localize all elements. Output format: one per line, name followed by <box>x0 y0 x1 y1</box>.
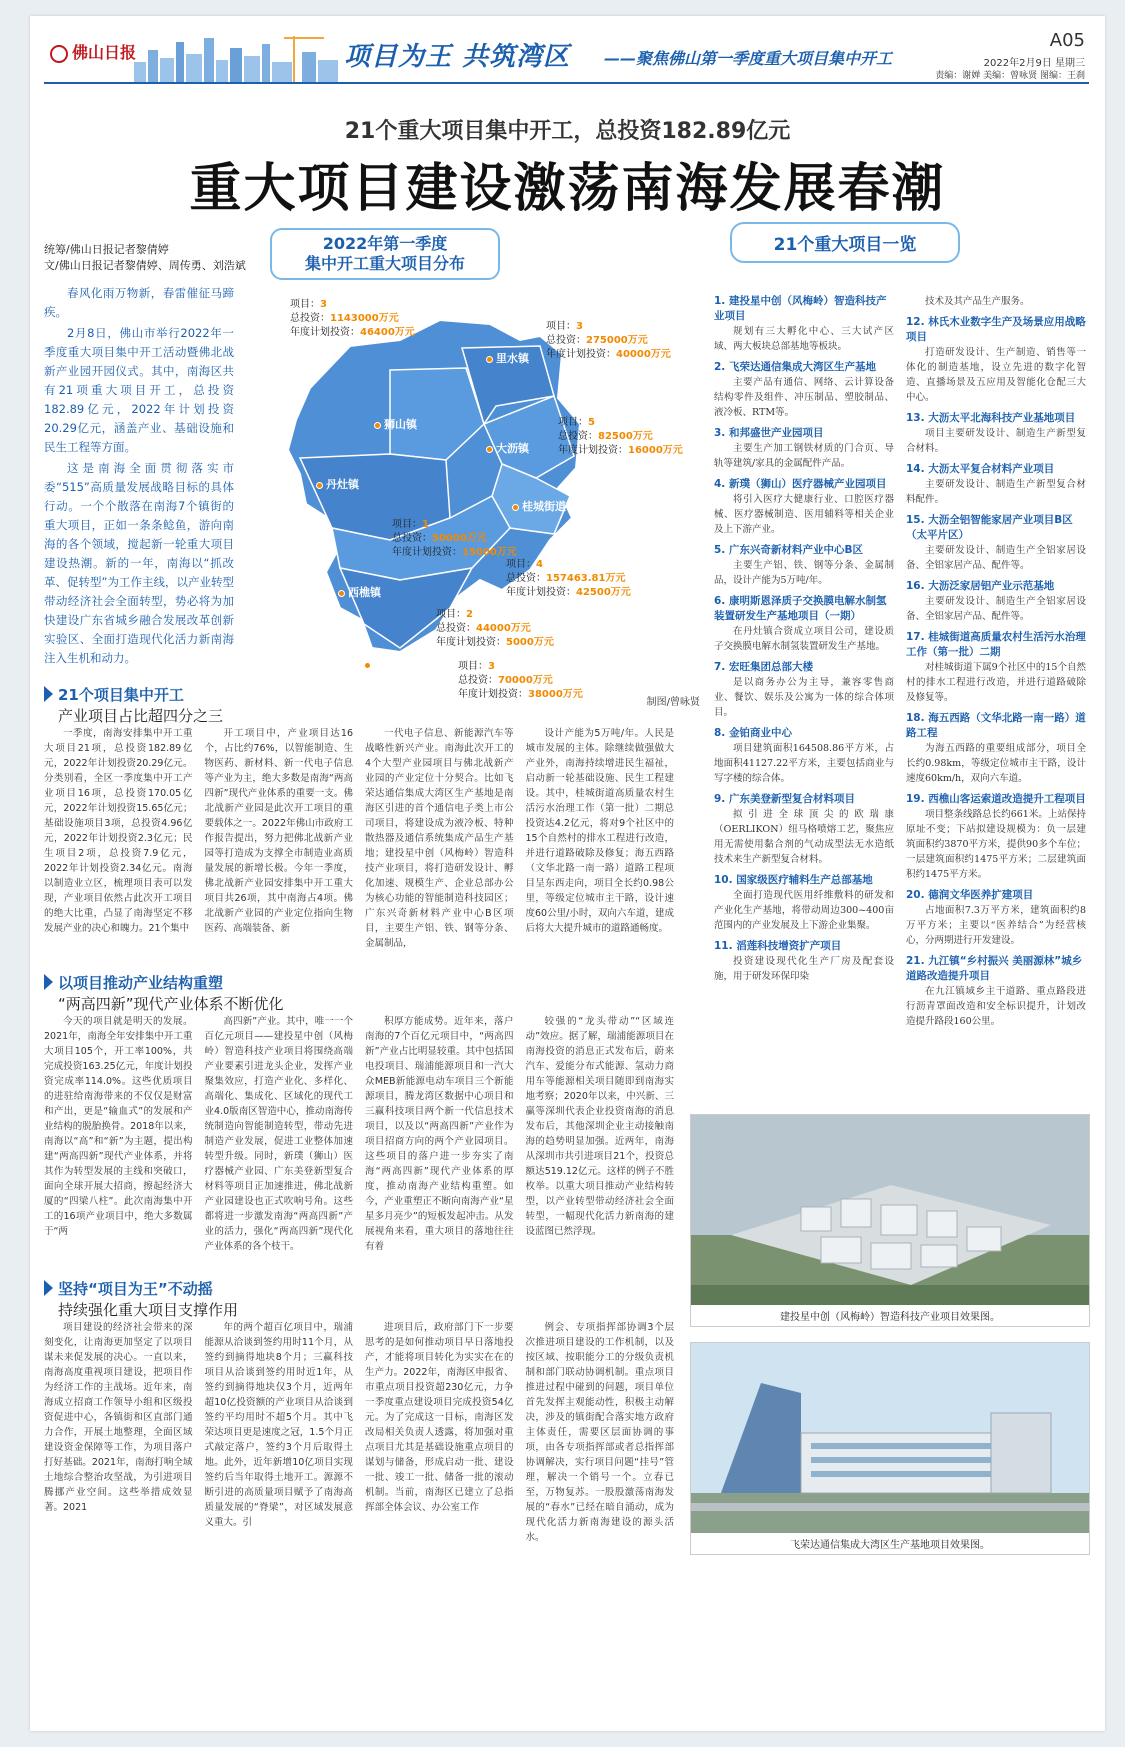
project-list-item <box>906 411 1086 456</box>
project-description: 打造研发设计、生产制造、销售等一体化的制造基地，设立先进的数字化智造、直播场景及五应用及智能化仓配三大中心。 <box>906 347 1086 403</box>
project-name: 17. 桂城街道高质量农村生活污水治理工作（第一批）二期 <box>906 631 1086 658</box>
project-description: 将引入医疗大健康行业、口腔医疗器械、医疗器械制造、医用辅料等相关企业及上下游产业。 <box>714 494 894 535</box>
project-description: 规划有三大孵化中心、三大试产区域、两大板块总部基地等板块。 <box>714 326 894 352</box>
location-pin-icon <box>364 662 371 669</box>
project-list-item <box>714 660 894 720</box>
skyline-graphic <box>134 32 344 82</box>
project-description: 全面打造现代医用纤维敷料的研发和产业化生产基地，将带动周边300~400亩范围内的产业发展及上下游企业集聚。 <box>714 890 894 931</box>
photo-caption-1: 建投星中创（风梅岭）智造科技产业项目效果图。 <box>780 1312 1000 1323</box>
project-list-item <box>714 726 894 786</box>
section-1-body: 一季度，南海安排集中开工重大项目21项，总投资182.89亿元，2022年计划投资20.29亿元。分类别看，全区一季度集中开工产业项目16项，总投资170.05亿元，2022年计划投资15.65亿元；基础设施项目3项，总投资4.96亿元，2022年计划投资2.3亿元；民生项目2项，总投资7.9亿元，2022年计划投资2.34亿元。南海以制造业立区，梳理项目表可以发现，产业项目依然占此次开工项目的绝大比重，凸显了南海坚定不移发展产业的决心和魄力。21个集中 开工项目中，产业项目达16个，占比约76%，以智能制造、生物医药、新材料、新一代电子信息等产业为主，绝大多数是南海“两高四新”现代产业体系的重要一支。佛北战新产业园是此次开工项目的重要载体之一。2022年佛山市政府工作报告提出，努力把佛北战新产业园等打造成为支撑全市制造业高质量发展的新增长极。今年一季度，佛北战新产业园安排集中开工重大项目共26项，其中南海占4项。佛北战新产业园的产业定位指向生物医药、高端装备、新 一代电子信息、新能源汽车等战略性新兴产业。南海此次开工的4个大型产业园项目与佛北战新产业园的产业定位十分契合。比如飞荣达通信集成大湾区生产基地是南海区引进的首个通信电子类上市公司项目，将建设成为液冷板、特种散热器及通信系统集成产品生产基地；建投星中创（风梅岭）智造科技产业项目，将打造研发设计、孵化加速、规模生产、企业总部办公为核心功能的智能制造科技园区；广东兴奇新材料产业中心B区项目，主要生产铝、铁、钢等分条、金属制品， 设计产能为5万吨/年。人民是城市发展的主体。除继续做强做大产业外，南海持续增进民生福祉，启动新一轮基础设施、民生工程建设。其中，桂城街道高质量农村生活污水治理工作（第一批）二期总投资达4.2亿元，将对9个社区中的15个自然村的排水工程进行改造，并进行道路破除及修复；海五西路（文华北路一南一路）道路工程项目呈东西走向，项目全长约0.98公里，等级定位城市主干路，设计速度60公里/小时，双向六车道，建成后将大大提升城市的道路通畅度。 <box>44 728 674 949</box>
project-name: 2. 飞荣达通信集成大湾区生产基地 <box>714 361 876 373</box>
distribution-map <box>240 228 700 708</box>
newspaper-page <box>30 16 1105 1731</box>
project-list-item <box>714 426 894 471</box>
project-list-item <box>714 543 894 588</box>
project-list-item <box>906 462 1086 507</box>
project-list-item <box>714 594 894 654</box>
town-guicheng: 桂城街道 <box>512 498 566 514</box>
location-pin-icon <box>316 482 323 489</box>
issue-date: 2022年2月9日 星期三 <box>983 58 1085 69</box>
band-subtitle: ——聚焦佛山第一季度重大项目集中开工 <box>604 49 893 68</box>
callout-jiujiang: 项目：3 总投资：70000万元 年度计划投资：38000万元 <box>458 661 583 700</box>
project-name: 11. 滔莲科技增资扩产项目 <box>714 940 842 952</box>
location-pin-icon <box>512 504 519 511</box>
project-name: 14. 大沥太平复合材料产业项目 <box>906 463 1055 475</box>
project-name: 4. 新璞（狮山）医疗器械产业园项目 <box>714 478 887 490</box>
section-3-body: 项目建设的经济社会带来的深刻变化，让南海更加坚定了以项目谋未来促发展的决心。一直以来，南海高度重视项目建设，把项目作为经济工作的主战场。近年来，南海成立招商工作领导小组和区级投资促进中心，各镇街和区直部门通力合作，开展土地整理，全面区域建设资金保障等工作，为项目落户打好基础。2021年，南海打响全域土地综合整治攻坚战，为引进项目腾挪产业空间。这些举措成效显著。2021 年的两个超百亿项目中，瑞浦能源从洽谈到签约用时11个月，从签约到摘得地块8个月；三赢科技项目从洽谈到签约用时近1年，从签约到摘得地块仅3个月，近两年超10亿投资额的产业项目从洽谈到签约平均用时不超5个月。其中飞荣达项目更是速度之冠，1.5个月正式敲定落户，签约3个月后取得土地。此外，近年新增10亿项目实现签约后当年取得土地开工。源源不断引进的高质量项目赋予了南海高质量发展的“脊梁”，对区域发展意义重大。引 进项目后，政府部门下一步要思考的是如何推动项目早日落地投产，才能将项目转化为实实在在的生产力。2022年，南海区申报省、市重点项目投资超230亿元，力争一季度重点建设项目完成投资54亿元。为了完成这一目标，南海区发改局相关负责人透露，将加强对重点项目尤其是基础设施重点项目的谋划与储备，形成启动一批、建设一批、竣工一批、储备一批的滚动机制。当前，南海区已建立了总指挥部全体会议、办公室工作 例会、专项指挥部协调3个层次推进项目建设的工作机制，以及按区域、按职能分工的分级负责机制和部门联动协调机制。重点项目推进过程中碰到的问题，项目单位首先发挥主观能动性，积极主动解决，涉及的镇街配合落实地方政府主体责任，需要区层面协调的事项，由各专项指挥部或者总指挥部协调解决，实行项目问题“挂号”管理，解决一个销号一个。立春已至，万物复苏。一股股激荡南海发展的“春水”已经在暗自涌动，成为现代化活力新南海建设的源头活水。 <box>44 1322 674 1543</box>
band-title: 项目为王 共筑湾区 <box>344 42 571 72</box>
project-name: 16. 大沥泛家居铝产业示范基地 <box>906 580 1055 592</box>
project-name: 3. 和邦盛世产业园项目 <box>714 427 824 439</box>
project-name: 15. 大沥全铝智能家居产业项目B区（太平片区） <box>906 514 1073 541</box>
project-list-item <box>714 939 894 984</box>
lead-column: 春风化雨万物新，春雷催征马蹄疾。 2月8日，佛山市举行2022年一季度重大项目集中开工活动暨佛北战新产业园开园仪式。其中，南海区共有21项重大项目开工，总投资182.89亿元，2022年计划投资20.29亿元，涵盖产业、基础设施和民生工程等方面。 这是南海全面贯彻落实市委“515”高质量发展战略目标的具体行动。一个个散落在南海7个镇街的重大项目，正如一条条鲶鱼，游向南海的各个领域，搅起新一轮重大项目建设热潮。新的一年，南海以“抓改革、促转型”为工作主线，以产业转型带动经济社会全面转型，势必将为加快建设广东省城乡融合发展改革创新实验区、全面打造现代化活力新南海注入生机和动力。 <box>44 286 234 665</box>
project-description: 主要研发设计、制造生产新型复合材料配件。 <box>906 479 1086 505</box>
location-pin-icon <box>338 590 345 597</box>
project-list-column-2 <box>906 294 1086 1035</box>
project-list-column-1 <box>714 294 894 990</box>
project-list-item <box>906 630 1086 705</box>
project-description: 项目建筑面积164508.86平方米，占地面积41127.22平方米，主要包括商业与写字楼的综合体。 <box>714 743 894 784</box>
project-description: 主要生产铝、铁、钢等分条、金属制品，设计产能为5万吨/年。 <box>714 560 894 586</box>
town-xiqiao: 西樵镇 <box>338 584 381 600</box>
project-list-item <box>714 792 894 867</box>
project-description: 项目主要研发设计、制造生产新型复合材料。 <box>906 428 1086 454</box>
map-title: 2022年第一季度 集中开工重大项目分布 <box>270 228 500 280</box>
project-list-item <box>714 873 894 933</box>
project-name: 6. 康明斯恩泽质子交换膜电解水制氢装置研发生产基地项目（一期） <box>714 595 887 622</box>
section-1-heading: 21个项目集中开工 产业项目占比超四分之三 <box>44 684 664 726</box>
project-description: 是以商务办公为主导，兼容零售商业、餐饮、娱乐及公寓为一体的综合体项目。 <box>714 677 894 718</box>
location-pin-icon <box>374 422 381 429</box>
project-list-item <box>906 711 1086 786</box>
project-name: 12. 林氏木业数字生产及场景应用战略项目 <box>906 316 1086 343</box>
callout-danzao: 项目：1 总投资：50000万元 年度计划投资：15000万元 <box>392 519 517 558</box>
map-credit: 制图/曾咏贤 <box>646 697 700 708</box>
project-description: 在丹灶镇合资成立项目公司，建设质子交换膜电解水制氢装置研发生产基地。 <box>714 626 894 652</box>
project-list-item <box>906 294 1086 309</box>
photo-caption-2: 飞荣达通信集成大湾区生产基地项目效果图。 <box>790 1540 990 1551</box>
project-description: 在九江镇域乡主干道路、重点路段进行沥青罩面改造和安全标识提升，计划改造提升路段160公里。 <box>906 986 1086 1027</box>
project-name: 9. 广东美登新型复合材料项目 <box>714 793 855 805</box>
campus-rendering-image <box>691 1115 1089 1305</box>
callout-lishui: 项目：3 总投资：275000万元 年度计划投资：40000万元 <box>546 321 671 360</box>
project-name: 21. 九江镇“乡村振兴 美丽源林”城乡道路改造提升项目 <box>906 955 1083 982</box>
project-list-item <box>714 294 894 354</box>
town-danzao: 丹灶镇 <box>316 476 359 492</box>
project-name: 13. 大沥太平北海科技产业基地项目 <box>906 412 1076 424</box>
subheadline: 21个重大项目集中开工，总投资182.89亿元 <box>344 119 791 144</box>
callout-dali: 项目：5 总投资：82500万元 年度计划投资：16000万元 <box>558 417 683 456</box>
project-description: 为海五西路的重要组成部分，项目全长约0.98km，等级定位城市主干路，设计速度60km/h，双向六车道。 <box>906 743 1086 784</box>
project-list-item <box>906 792 1086 882</box>
town-jiujiang: 九江镇 <box>364 656 407 672</box>
byline: 统筹/佛山日报记者黎倩婷 文/佛山日报记者黎倩婷、周传勇、刘浩斌 <box>44 243 246 272</box>
town-lishui: 里水镇 <box>486 350 529 366</box>
project-list-item <box>906 315 1086 405</box>
project-description: 拟引进全球顶尖的欧瑞康（OERLIKON）纽马格喷熔工艺，聚焦应用无需使用黏合剂的气动成型法无水造纸技术来生产新型复合材料。 <box>714 809 894 865</box>
town-shishan: 狮山镇 <box>374 416 417 432</box>
headline: 重大项目建设激荡南海发展春潮 <box>189 159 946 219</box>
factory-rendering-image <box>691 1343 1089 1533</box>
page-number: A05 <box>1049 30 1085 51</box>
project-description: 技术及其产品生产服务。 <box>925 296 1030 307</box>
project-list-item <box>906 954 1086 1029</box>
project-name: 1. 建投星中创（风梅岭）智造科技产业项目 <box>714 295 887 322</box>
project-name: 18. 海五西路（文华北路一南一路）道路工程 <box>906 712 1086 739</box>
location-pin-icon <box>486 446 493 453</box>
project-list-item <box>714 477 894 537</box>
project-description: 主要生产加工钢铁材质的门合页、导轨等建筑/家具的金属配件产品。 <box>714 443 894 469</box>
project-description: 主要研发设计、制造生产全铝家居设备、全铝家居产品、配件等。 <box>906 545 1086 571</box>
project-description: 项目整条线路总长约661米。上站保持原址不变；下站拟建设规模为：负一层建筑面积约3870平方米，提供90多个车位；一层建筑面积约1475平方米；二层建筑面积约1475平方米。 <box>906 809 1086 880</box>
project-name: 5. 广东兴奇新材料产业中心B区 <box>714 544 863 556</box>
project-list-item <box>906 579 1086 624</box>
project-name: 7. 宏旺集团总部大楼 <box>714 661 813 673</box>
project-list-item <box>906 513 1086 573</box>
town-dali: 大沥镇 <box>486 440 529 456</box>
section-2-heading: 以项目推动产业结构重塑 “两高四新”现代产业体系不断优化 <box>44 972 664 1014</box>
header-band <box>44 28 1089 84</box>
location-pin-icon <box>486 356 493 363</box>
editor-credits: 责编：谢婵 美编：曾咏贤 图编：王刹 <box>935 71 1085 81</box>
project-name: 20. 德润文华医养扩建项目 <box>906 889 1034 901</box>
project-description: 对桂城街道下属9个社区中的15个自然村的排水工程进行改造，并进行道路破除及修复等。 <box>906 662 1086 703</box>
photo-feirongda-rendering <box>690 1342 1090 1555</box>
photo-jiantou-rendering <box>690 1114 1090 1327</box>
callout-shishan: 项目：3 总投资：1143000万元 年度计划投资：46400万元 <box>290 299 415 338</box>
project-description: 投资建设现代化生产厂房及配套设施，用于研发环保印染 <box>714 956 894 982</box>
project-description: 主要产品有通信、网络、云计算设备结构零件及组件、冲压制品、塑胶制品、液冷板、RTM等。 <box>714 377 894 418</box>
project-list-item <box>906 888 1086 948</box>
section-3-heading: 坚持“项目为王”不动摇 持续强化重大项目支撑作用 <box>44 1278 664 1320</box>
project-list-item <box>714 360 894 420</box>
callout-guicheng: 项目：4 总投资：157463.81万元 年度计划投资：42500万元 <box>506 559 631 598</box>
project-description: 占地面积7.3万平方米，建筑面积约8万平方米；主要以“医养结合”为经营核心，分两期进行开发建设。 <box>906 905 1086 946</box>
project-name: 19. 西樵山客运索道改造提升工程项目 <box>906 793 1086 805</box>
project-name: 10. 国家级医疗辅料生产总部基地 <box>714 874 873 886</box>
project-list-title: 21个重大项目一览 <box>730 222 960 263</box>
callout-xiqiao: 项目：2 总投资：44000万元 年度计划投资：5000万元 <box>436 609 554 648</box>
logo: 佛山日报 <box>50 40 140 68</box>
project-description: 主要研发设计、制造生产全铝家居设备、全铝家居产品、配件等。 <box>906 596 1086 622</box>
section-2-body: 今天的项目就是明天的发展。2021年，南海全年安排集中开工重大项目105个，开工率100%，共完成投资163.25亿元，年度计划投资完成率114.0%。这些优质项目的进驻给南海带来的不仅仅是财富和产出，更是“输血式”的发展和产业结构的脱胎换骨。2018年以来，南海以“高”和“新”为主题，提出构建“两高四新”现代产业体系，并将其作为转型发展的主线和突破口，面向全球开展大招商，擦起经济大厦的“四梁八柱”。此次南海集中开工的16项产业项目中，绝大多数属于“两 高四新”产业。其中，唯一一个百亿元项目——建投星中创（风梅岭）智造科技产业项目将围绕高端产业要素引进龙头企业，发挥产业聚集效应，打造产业化、多样化、高端化、集成化、区域化的现代工业4.0版南区智造中心，推动南海传统制造向智能制造转型，带动先进制造产业发展，促进工业整体加速转型升级。同时，新璞（狮山）医疗器械产业园、广东美登新型复合材料等项目正加速推进，佛北战新产业园建设也正式吹响号角。这些都将进一步激发南海“两高四新”产业的活力，强化“两高四新”现代化产业体系的各个枝干。 积厚方能成势。近年来，落户南海的7个百亿元项目中，“两高四新”产业占比明显较重。其中包括国电投项目、瑞浦能源项目和一汽大众MEB新能源电动车项目三个新能源项目，腾龙湾区数据中心项目和三赢科技项目两个新一代信息技术项目，以及以“两高四新”产业作为项目招商方向的两个产业园项目。这些项目的落户进一步夯实了南海“两高四新”现代产业体系的厚度，推动南海产业结构重塑。如今，产业重塑正不断向南海产业“星星多月亮少”的短板发起冲击。从发展视角来看，重大项目的落地往往有着 较强的“龙头带动”“区域连动”效应。据了解，瑞浦能源项目在南海投资的消息正式发布后，蔚来汽车、爱能分布式能源、氢动力商用车等能源相关项目随即到南海实地考察；2020年以来，中兴新、三赢等深圳代表企业投资南海的消息发布后，其他深圳企业主动接触南海的趋势明显加强。近两年，南海从深圳市共引进项目21个，投资总额达519.12亿元。这样的例子不胜枚举。以重大项目推动产业结构转型，以产业转型带动经济社会全面转型，一幅现代化活力新南海的建设蓝图已然浮现。 <box>44 1016 674 1252</box>
project-name: 8. 金铂商业中心 <box>714 727 792 739</box>
